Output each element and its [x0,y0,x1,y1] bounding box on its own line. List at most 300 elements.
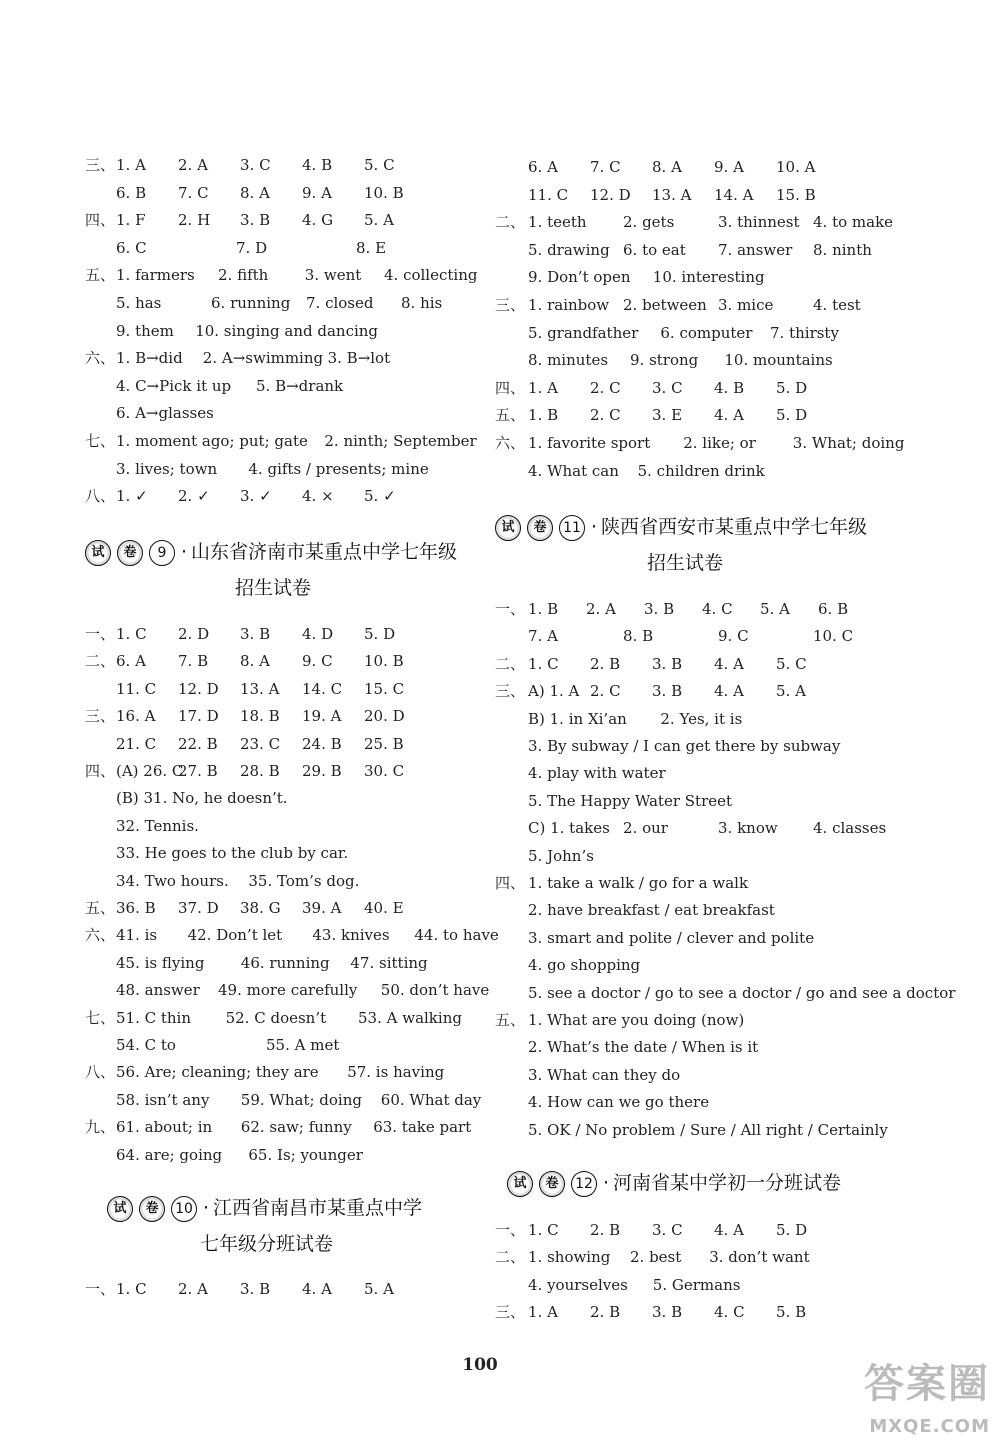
answer-cell: 2. A [178,156,208,174]
test-12-heading: 试 卷 12 · 河南省某中学初一分班试卷 [507,1168,841,1197]
answer-cell: 3. C [652,378,683,397]
answer-cell: 2. A [178,1280,208,1298]
answer-cell: 4. go shopping [528,956,641,975]
answer-line [85,731,485,757]
section-label: 三、 [495,1302,526,1321]
test-mark-icon: 试 [107,1196,133,1222]
answer-cell: 1. moment ago; put; gate [116,432,308,450]
answer-cell: 11. C [116,679,157,698]
answer-line [495,1007,895,1033]
answer-line [495,760,895,786]
answer-line [495,237,895,263]
answer-line [85,1087,485,1113]
answer-cell: 3. E [652,406,683,425]
answer-cell: 7. thirsty [770,323,839,342]
test-10-heading: 试 卷 10 · 江西省南昌市某重点中学 [107,1193,422,1222]
answer-cell: 4. yourselves [528,1275,628,1294]
answer-line [495,925,895,951]
test-title: 陕西省西安市某重点中学七年级 [601,516,868,538]
answer-line [85,262,485,288]
test-number: 12 [571,1171,597,1197]
answer-cell: 6. B [818,600,849,618]
answer-line [85,456,485,482]
answer-cell: 3. don’t want [709,1248,810,1267]
answer-cell: 1. A [528,378,558,397]
answer-cell: 60. What day [380,1090,482,1109]
section-label: 八、 [85,487,116,506]
answer-line [85,400,485,426]
answer-cell: 22. B [178,734,218,753]
answer-cell: 4. C→Pick it up [116,376,232,395]
answer-cell: 5. D [776,406,808,425]
paper-mark-icon: 卷 [139,1196,165,1222]
answer-cell: 5. C [364,156,395,174]
answer-cell: 48. answer [116,981,200,1000]
answer-cell: 2. B [590,1221,621,1239]
answer-cell: 50. don’t have [380,981,490,1000]
answer-cell: 4. A [714,682,744,701]
answer-cell: 56. Are; cleaning; they are [116,1063,319,1082]
answer-cell: 64. are; going [116,1145,223,1164]
answer-cell: 10. B [364,183,404,202]
answer-cell: 9. Don’t open [528,268,631,287]
section-label: 六、 [85,349,116,368]
answer-line [495,1272,895,1298]
answer-cell: (B) 31. No, he doesn’t. [116,789,288,808]
answer-cell: 2. D [178,625,210,643]
answer-line [85,785,485,811]
answer-cell: 1. C [528,654,559,673]
answer-cell: 11. C [528,185,569,204]
answer-cell: 55. A met [266,1036,340,1054]
answer-line [85,1005,485,1031]
answer-cell: 2. gets [623,213,675,232]
answer-cell: 61. about; in [116,1118,213,1137]
answer-line [495,292,895,318]
answer-cell: 65. Is; younger [248,1145,363,1164]
answer-cell: 4. C [714,1302,745,1321]
answer-line [495,154,895,180]
answer-cell: 4. play with water [528,764,666,783]
answer-cell: 4. classes [813,819,887,838]
answer-cell: 1. ✓ [116,487,148,506]
answer-cell: 5. A [776,682,806,701]
answer-cell: 2. our [623,819,668,838]
answer-cell: 33. He goes to the club by car. [116,844,349,863]
section-label: 三、 [85,156,116,174]
answer-cell: 2. A→swimming [202,349,324,368]
test-title: 江西省南昌市某重点中学 [213,1197,423,1219]
answer-cell: 44. to have [414,926,499,945]
answer-line [495,430,905,456]
page-number: 100 [462,1355,498,1375]
answer-cell: 5. The Happy Water Street [528,791,733,810]
answer-cell: 8. ninth [813,240,872,259]
answer-line [495,651,895,677]
answer-cell: 7. C [590,158,621,176]
answer-cell: 3. thinnest [718,213,800,232]
answer-cell: 5. Germans [652,1275,741,1294]
answer-cell: 34. Two hours. [116,871,229,890]
answer-cell: 8. E [356,238,387,257]
answer-cell: 9. C [302,652,333,671]
answer-cell: 53. A walking [358,1008,462,1027]
answer-cell: 8. A [240,652,270,671]
section-label: 六、 [85,926,116,945]
answer-line [85,840,485,866]
answer-cell: A) 1. A [528,682,580,701]
section-label: 一、 [85,625,116,643]
answer-cell: 12. D [178,679,219,698]
answer-cell: 3. lives; town [116,459,218,478]
section-label: 二、 [495,654,526,673]
answer-line [495,264,895,290]
answer-line [85,1276,485,1302]
answer-cell: 14. C [302,679,343,698]
test-11-subtitle: 招生试卷 [647,552,724,574]
test-mark-icon: 试 [85,540,111,566]
answer-cell: 2. best [630,1248,682,1267]
answer-cell: 4. × [302,487,334,506]
answer-cell: 3. went [304,266,362,285]
answer-line [85,152,485,178]
answer-cell: 5. D [776,378,808,397]
answer-cell: 10. singing and dancing [195,321,379,340]
section-label: 二、 [495,213,526,232]
answer-cell: 24. B [302,734,342,753]
answer-cell: 9. C [718,627,749,646]
answer-line [85,648,485,674]
answer-cell: 5. drawing [528,240,610,259]
answer-cell: 5. A [760,600,790,618]
section-label: 五、 [85,266,116,285]
answer-cell: 2. between [623,296,707,314]
paper-mark-icon: 卷 [527,515,553,541]
answer-line [495,1244,895,1270]
answer-line [495,458,895,484]
watermark-site: MXQE.COM [869,1416,990,1437]
answer-cell: 10. A [776,158,816,176]
answer-line [85,428,485,454]
answer-cell: 2. What’s the date / When is it [528,1038,759,1057]
answer-cell: 1. B [528,600,559,618]
answer-line [495,788,895,814]
answer-line [85,621,485,647]
test-number: 9 [149,540,175,566]
test-mark-icon: 试 [495,515,521,541]
answer-line [85,345,485,371]
answer-cell: 7. B [178,652,209,671]
section-label: 一、 [495,600,526,618]
answer-cell: 8. minutes [528,351,609,370]
answer-line [85,1059,485,1085]
answer-cell: 59. What; doing [240,1090,362,1109]
answer-cell: 5. John’s [528,846,594,865]
answer-cell: 5. B [776,1302,807,1321]
answer-line [85,483,485,509]
answer-cell: B) 1. in Xi’an [528,709,627,728]
answer-cell: 7. D [236,238,268,257]
answer-cell: 5. children drink [637,461,765,480]
answer-cell: 6. C [116,238,147,257]
answer-cell: 1. farmers [116,266,195,285]
answer-cell: 47. sitting [350,953,428,972]
answer-cell: 4. collecting [384,266,478,285]
answer-cell: 2. A [586,600,616,618]
answer-cell: 42. Don’t let [187,926,283,945]
answer-cell: 4. G [302,211,334,230]
answer-cell: 3. B→lot [327,349,391,368]
answer-line [495,1299,895,1325]
watermark-logo [790,1352,990,1437]
answer-cell: 8. his [401,294,443,312]
answer-cell: 3. B [240,625,271,643]
answer-cell: 1. C [528,1221,559,1239]
answer-cell: 5. has [116,294,162,312]
answer-cell: 23. C [240,734,281,753]
answer-line [495,182,895,208]
answer-cell: 1. A [116,156,146,174]
answer-cell: 1. A [528,1302,558,1321]
answer-line [85,207,485,233]
answer-cell: 2. like; or [683,434,756,452]
answer-cell: 4. C [702,600,733,618]
answer-cell: 20. D [364,707,405,726]
answer-cell: 41. is [116,926,158,945]
answer-cell: 3. C [652,1221,683,1239]
answer-line [85,922,499,948]
answer-line [495,733,895,759]
answer-cell: 4. test [813,296,861,314]
answer-line [85,950,485,976]
answer-line [495,678,895,704]
answer-cell: 6. A→glasses [116,404,214,423]
answer-cell: 32. Tennis. [116,816,199,835]
answer-cell: 1. B [528,406,559,425]
test-11-heading: 试 卷 11 · 陕西省西安市某重点中学七年级 [495,512,867,541]
answer-cell: 10. interesting [652,268,765,287]
answer-line [495,980,956,1006]
answer-line [495,1217,895,1243]
answer-line [85,290,485,316]
section-label: 三、 [85,707,116,726]
answer-cell: 5. A [364,211,394,230]
answer-cell: 16. A [116,707,156,726]
section-label: 八、 [85,1063,116,1082]
answer-cell: 1. favorite sport [528,434,651,452]
answer-cell: 6. running [211,294,291,312]
answer-line [495,375,895,401]
answer-line [495,623,895,649]
answer-cell: 52. C doesn’t [225,1008,327,1027]
answer-line [85,1142,485,1168]
answer-cell: 5. B→drank [256,376,344,395]
answer-cell: 2. H [178,211,211,230]
answer-line [85,180,485,206]
answer-cell: 30. C [364,762,405,780]
answer-line [85,373,485,399]
answer-cell: 9. them [116,321,174,340]
answer-line [495,870,895,896]
answer-cell: 3. What; doing [792,434,905,452]
answer-line [495,952,895,978]
answer-cell: (A) 26. C [116,762,184,780]
answer-cell: 1. B→did [116,349,183,368]
answer-cell: 4. to make [813,213,894,232]
answer-line [85,977,490,1003]
answer-cell: 4. B [302,156,333,174]
answer-cell: 7. C [178,183,209,202]
section-label: 九、 [85,1118,116,1137]
answer-cell: 27. B [178,762,218,780]
section-label: 三、 [495,296,526,314]
answer-cell: 5. D [776,1221,808,1239]
answer-cell: 13. A [240,679,280,698]
answer-cell: 9. strong [630,351,699,370]
answer-cell: 10. C [813,627,854,646]
section-label: 二、 [495,1248,526,1267]
answer-cell: 21. C [116,734,157,753]
section-label: 五、 [495,1011,526,1029]
answer-cell: 4. A [714,1221,744,1239]
answer-cell: 10. B [364,652,404,671]
answer-cell: 13. A [652,185,692,204]
test-9-subtitle: 招生试卷 [235,577,312,599]
test-title: 河南省某中学初一分班试卷 [613,1172,842,1194]
answer-cell: 51. C thin [116,1008,192,1027]
answer-cell: 15. C [364,679,405,698]
answer-line [85,813,485,839]
section-label: 四、 [85,211,116,230]
test-mark-icon: 试 [507,1171,533,1197]
answer-cell: 54. C to [116,1036,176,1054]
answer-cell: 3. B [652,682,683,701]
answer-cell: 2. ninth; September [324,432,477,450]
answer-cell: 6. to eat [623,240,686,259]
section-label: 七、 [85,432,116,450]
answer-cell: 1. teeth [528,213,587,232]
answer-cell: 35. Tom’s dog. [248,871,360,890]
answer-cell: 2. fifth [218,266,269,285]
answer-cell: 57. is having [347,1063,445,1082]
watermark-main: 答案圈 [864,1361,990,1407]
section-label: 四、 [85,762,116,780]
answer-cell: 5. grandfather [528,323,639,342]
answer-line [85,703,485,729]
answer-line [495,596,895,622]
answer-cell: 2. C [590,682,621,701]
answer-cell: 1. rainbow [528,296,610,314]
answer-cell: 2. B [590,654,621,673]
answer-cell: 40. E [364,899,404,917]
answer-cell: 4. What can [528,461,619,480]
test-10-subtitle: 七年级分班试卷 [200,1233,334,1255]
answer-cell: 28. B [240,762,280,780]
answer-line [495,1062,895,1088]
answer-cell: 12. D [590,185,631,204]
answer-cell: 1. What are you doing (now) [528,1011,745,1029]
answer-cell: 46. running [240,953,330,972]
answer-cell: 49. more carefully [218,981,358,1000]
answer-line [85,676,485,702]
answer-cell: 6. A [528,158,558,176]
answer-cell: 8. A [652,158,682,176]
answer-line [85,758,485,784]
paper-mark-icon: 卷 [539,1171,565,1197]
test-9-heading: 试 卷 9 · 山东省济南市某重点中学七年级 [85,537,457,566]
answer-cell: 9. A [302,183,332,202]
section-label: 七、 [85,1008,116,1027]
answer-cell: 4. A [714,654,744,673]
answer-line [85,1114,485,1140]
answer-cell: 43. knives [312,926,390,945]
test-number: 10 [171,1196,197,1222]
answer-cell: 3. By subway / I can get there by subway [528,737,841,755]
answer-cell: 5. ✓ [364,487,396,506]
answer-line [495,402,895,428]
answer-cell: C) 1. takes [528,819,610,838]
answer-cell: 14. A [714,185,754,204]
answer-cell: 38. G [240,899,281,917]
answer-cell: 5. A [364,1280,394,1298]
answer-cell: 62. saw; funny [240,1118,352,1137]
answer-cell: 8. B [623,627,654,646]
answer-cell: 2. have breakfast / eat breakfast [528,901,775,920]
section-label: 一、 [85,1280,116,1298]
answer-cell: 18. B [240,707,280,726]
answer-cell: 9. A [714,158,744,176]
answer-cell: 3. B [652,654,683,673]
answer-cell: 5. D [364,625,396,643]
answer-line [85,318,485,344]
answer-cell: 58. isn’t any [116,1090,210,1109]
answer-cell: 3. mice [718,296,774,314]
section-label: 四、 [495,378,526,397]
section-label: 一、 [495,1221,526,1239]
answer-line [495,843,895,869]
answer-line [495,1089,895,1115]
answer-cell: 6. computer [660,323,753,342]
section-label: 五、 [85,899,116,917]
answer-cell: 3. B [240,211,271,230]
answer-cell: 7. answer [718,240,793,259]
answer-cell: 7. closed [306,294,374,312]
answer-line [495,347,895,373]
answer-line [495,1117,895,1143]
answer-cell: 2. C [590,378,621,397]
answer-line [495,320,895,346]
answer-cell: 1. take a walk / go for a walk [528,874,749,892]
answer-cell: 6. A [116,652,146,671]
answer-cell: 15. B [776,185,816,204]
section-label: 五、 [495,406,526,425]
answer-cell: 6. B [116,183,147,202]
answer-cell: 7. A [528,627,558,646]
answer-cell: 4. A [714,406,744,425]
answer-cell: 29. B [302,762,342,780]
answer-cell: 25. B [364,734,404,753]
answer-cell: 4. How can we go there [528,1093,710,1112]
test-title: 山东省济南市某重点中学七年级 [191,541,458,563]
answer-cell: 3. ✓ [240,487,272,506]
section-label: 六、 [495,434,526,452]
answer-cell: 5. C [776,654,807,673]
answer-line [85,868,485,894]
answer-cell: 3. What can they do [528,1065,681,1084]
answer-cell: 1. F [116,211,146,230]
answer-line [85,1032,485,1058]
section-label: 四、 [495,874,526,892]
